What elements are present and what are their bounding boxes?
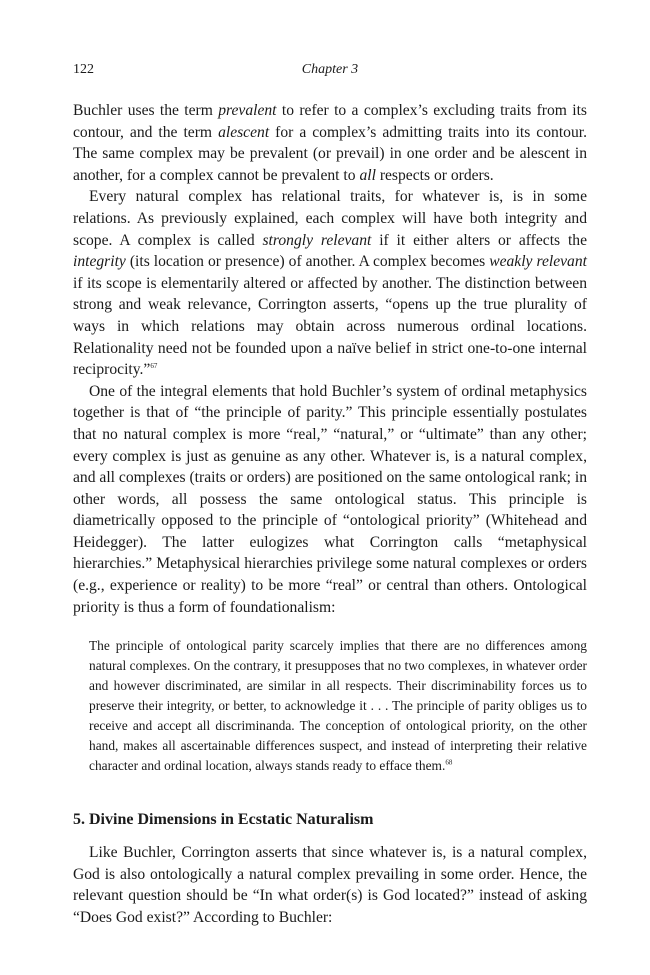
footnote-marker-68[interactable]: 68 xyxy=(445,758,453,767)
paragraph-relevance: Every natural complex has relational traits, for whatever is, is in some relations. As previously explained, each complex will have both integrity and scope. A complex is called strongly relevant if it either alters or affects the integrity (its location or presence) of another. A complex becomes weakly relevant if its scope is elementarily altered or affected by another. The distinction between strong and weak relevance, Corrington asserts, “opens up the true plurality of ways in which relations may obtain across numerous ordinal locations. Relationality need not be founded upon a naïve belief in strict one-to-one internal reciprocity.”$^{67}$ xyxy=(73,188,587,379)
term-prevalent: prevalent xyxy=(218,102,277,119)
term-alescent: alescent xyxy=(218,123,270,141)
page-number: 122 xyxy=(73,62,94,77)
paragraph-divine-order: Like Buchler, Corrington asserts that since whatever is, is a natural complex, God is also ontologically a natural complex prevailing in some order. Hence, the relevant question should be “In what order(s) is God located?” instead of asking “Does God exist?” According to Buchler: xyxy=(73,844,587,927)
term-strongly-relevant: strongly relevant xyxy=(262,231,372,249)
book-page xyxy=(73,62,587,929)
paragraph-prevalent-alescent: Buchler uses the term prevalent to refer to a complex’s excluding traits from its contour, and the term alescent for a complex’s admitting traits into its contour. The same complex may be prevalent (or prevail) in one order and be alescent in another, for a complex cannot be prevalent to all respects or orders. xyxy=(73,102,587,184)
emphasis-all: all xyxy=(359,166,376,184)
chapter-label: Chapter 3 xyxy=(301,62,359,77)
section-heading: 5. Divine Dimensions in Ecstatic Naturalism xyxy=(73,811,374,829)
term-integrity: integrity xyxy=(73,253,126,271)
block-quote: The principle of ontological parity scarcely implies that there are no differences among natural complexes. On the contrary, it presupposes that no two complexes, in whatever order and however discriminated, are similar in all respects. Their discriminability forces us to preserve their integrity, or better, to acknowledge it . . . The principle of parity obliges us to receive and accept all discriminanda. The conception of ontological priority, on the other hand, makes all ascertainable differences suspect, and instead of interpreting their relative character and ordinal location, always stands ready to efface them.$^{68}$ xyxy=(89,638,587,774)
running-head xyxy=(73,62,587,84)
paragraph-parity: One of the integral elements that hold Buchler’s system of ordinal metaphysics together is that of “the principle of parity.” This principle essentially postulates that no natural complex is more “real,” “natural,” or “ultimate” than any other; every complex is just as genuine as any other. Whatever is, is a natural complex, and all complexes (traits or orders) are positioned on the same ontological rank; in other words, all possess the same ontological status. This principle is diametrically opposed to the principle of “ontological priority” (Whitehead and Heidegger). The latter eulogizes what Corrington calls “metaphysical hierarchies.” Metaphysical hierarchies privilege some natural complexes or orders (e.g., experience or reality) to be more “real” or central than others. Ontological priority is thus a form of foundationalism: xyxy=(73,382,588,616)
term-weakly-relevant: weakly relevant xyxy=(489,253,587,271)
footnote-marker-67[interactable]: 67 xyxy=(150,361,158,370)
